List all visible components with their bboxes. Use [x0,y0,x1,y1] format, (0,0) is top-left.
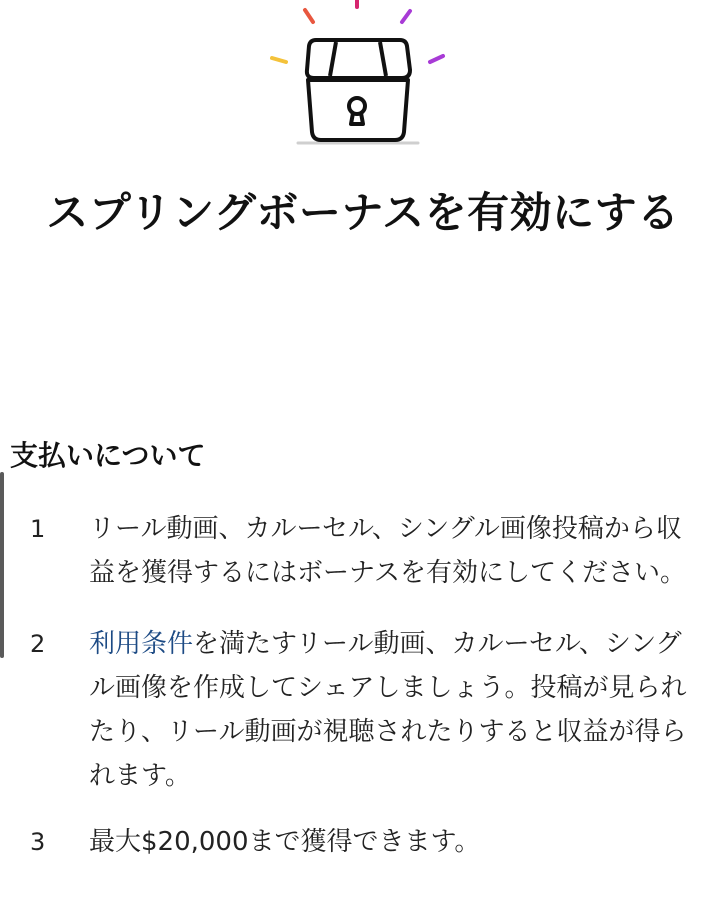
page-title: スプリングボーナスを有効にする [46,188,680,237]
section-heading-payment: 支払いについて [10,439,206,472]
step-text: 最大$20,000まで獲得できます。 [89,827,481,857]
step-number: 3 [30,828,46,856]
scrollbar[interactable] [0,472,4,658]
step-number: 2 [30,630,46,658]
step-number: 1 [30,515,46,543]
terms-of-use-link[interactable]: 利用条件 [89,629,194,659]
treasure-chest-lock-icon [262,0,458,150]
step-text: リール動画、カルーセル、シングル画像投稿から収益を獲得するにはボーナスを有効にしてください。 [89,514,686,588]
step-text: を満たすリール動画、カルーセル、シングル画像を作成してシェアしましょう。投稿が見られたり、リール動画が視聴されたりすると収益が得られます。 [89,629,687,791]
step-text-container [89,622,699,798]
